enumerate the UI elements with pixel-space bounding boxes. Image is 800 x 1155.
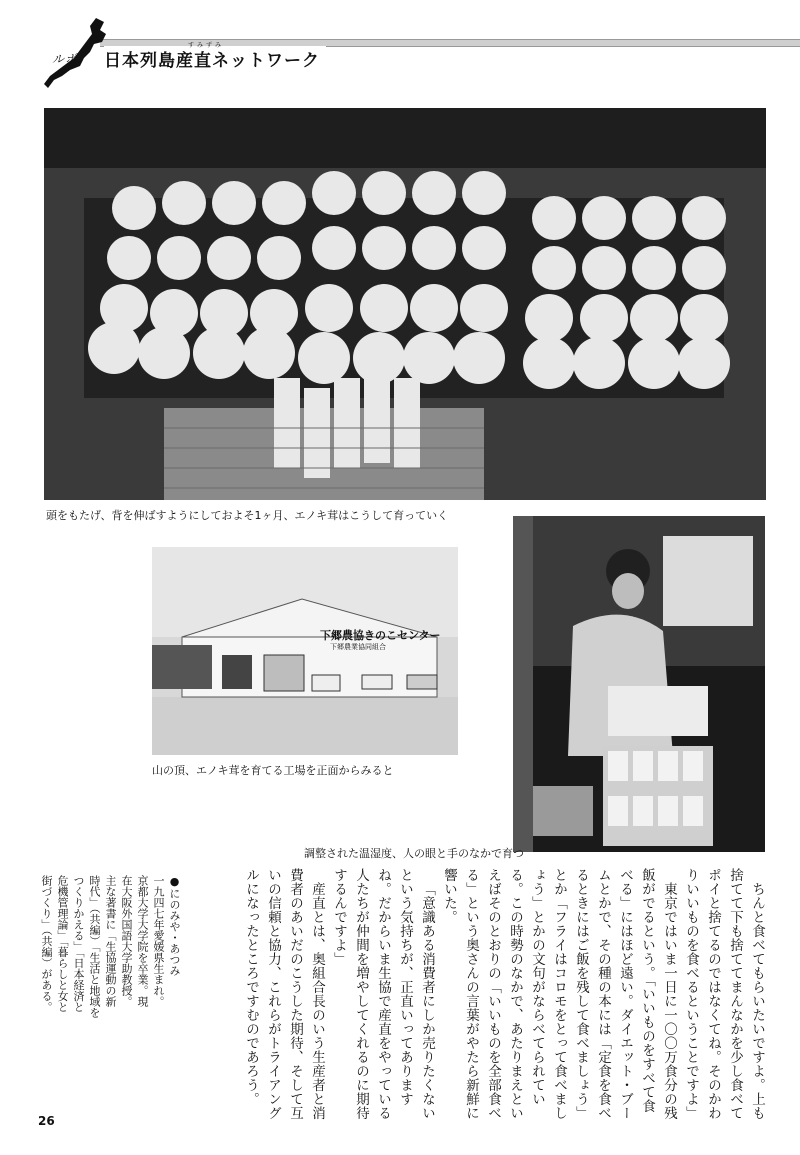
page-number: 26 [38, 1114, 55, 1128]
bio-line: 危機管理論」「暮らしと女と [56, 875, 69, 1013]
series-title [104, 42, 326, 71]
main-photo-caption: 頭をもたげ、背を伸ばすようにしておよそ1ヶ月、エノキ茸はこうして育っていく [46, 509, 449, 522]
worker-photo [513, 516, 765, 852]
factory-photo [152, 547, 458, 755]
enoki-trays-photo [44, 108, 766, 500]
bio-line: 主な著書に「生協運動の新 [104, 875, 117, 1007]
bio-line: 街づくり」（共編）がある。 [40, 875, 53, 1013]
factory-photo-caption: 山の頂、エノキ茸を育てる工場を正面からみると [152, 764, 394, 777]
series-title-text: 日本列島産直ネットワーク [104, 51, 320, 71]
bio-line: 一九四七年愛媛県生まれ。 [152, 875, 165, 1007]
bio-line: ●にのみや・あつみ [168, 875, 181, 976]
body-paragraph-1: ちんと食べてもらいたいですよ。上も捨てて下も捨ててまんなかを少し食べてポイと捨てるのではなくてね。そのかわりいいものを食べるということですよ」 [683, 868, 765, 1120]
series-title-ruby: すみずみ [188, 42, 225, 49]
article-body [148, 868, 768, 1123]
factory-sign: 下郷農協きのこセンター [320, 629, 441, 642]
bio-line: 在大阪外国語大学助教授。 [120, 875, 133, 1007]
factory-sign-sub: 下郷農業協同組合 [330, 643, 386, 651]
bio-line: つくりかえる」「日本経済と [72, 875, 85, 1013]
series-label: ルポ [52, 52, 79, 66]
worker-photo-caption: 調整された温湿度、人の眼と手のなかで育つ [304, 847, 524, 860]
body-paragraph-4: 産直とは、奥組合長のいう生産者と消費者のあいだのこうした期待、そして互いの信頼と協力、これらがトライアングルになったところですむのであろう。 [243, 868, 325, 1120]
bio-line: 京都大学大学院を卒業。現 [136, 875, 149, 1007]
body-paragraph-3: 「意識ある消費者にしか売りたくないという気持ちが、正直いってありますね。だからいま生協で産直をやっている人たちが仲間を増やしてくれるのに期待するんですよ」 [331, 868, 435, 1120]
bio-line: 時代」（共編）「生活と地域を [88, 875, 101, 1018]
body-paragraph-2: 東京ではいま一日に一〇〇万食分の残飯がでるという。「いいものをすべて食べる」にはほど遠い。ダイエット・ブームとかで、その種の本には「定食を食べるときにはご飯を残して食べましょう」とか「フライはコロモをとって食べましょう」とかの文句がならべてられている。この時勢のなかで、あたりまえといえばそのとおりの「いいものを全部食べる」という奥さんの言葉がやたら新鮮に響いた。 [441, 868, 677, 1120]
